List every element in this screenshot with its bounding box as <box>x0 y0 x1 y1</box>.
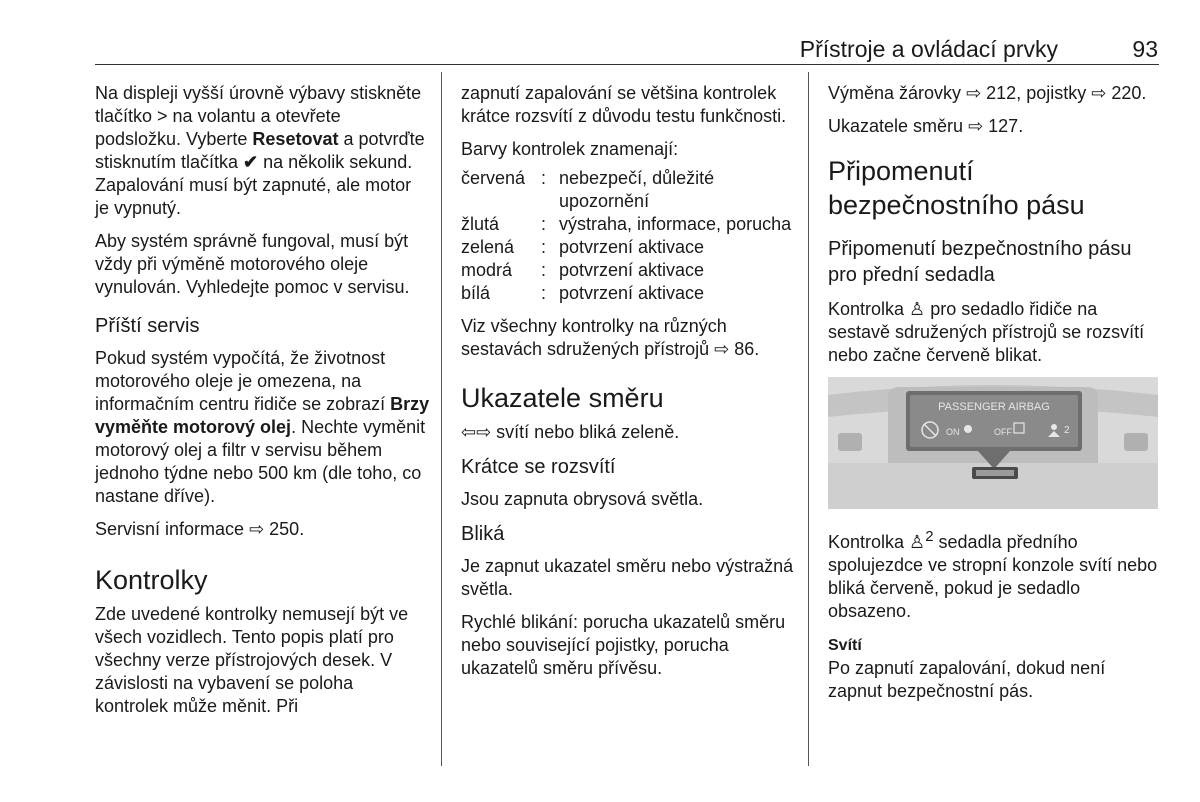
turn-signal-arrows-icon: ⇦⇨ <box>461 422 492 442</box>
paragraph-see-all: Viz všechny kontrolky na různých sestavách sdružených přístrojů ⇨ 86. <box>461 316 760 359</box>
paragraph-oil: Pokud systém vypočítá, že životnost motorového oleje je omezena, na informačním centru řidiče se zobrazí Brzy vyměňte motorový olej. Nechte vyměnit motorový olej a filtr v servisu během jednoho týdne nebo 500 km (dle toho, co nastane dříve). <box>95 348 430 506</box>
page-reference-arrow-icon: ⇨ <box>249 519 265 539</box>
color-legend <box>461 167 796 305</box>
paragraph-reset: Na displeji vyšší úrovně výbavy stiskněte tlačítko > na volantu a otevřete podsložku. Vyberte Resetovat a potvrďte stisknutím tlačítka ✔ na několik sekund. Zapalování musí být zapnuté, ale motor je vypnutý. <box>95 83 425 218</box>
column-1 <box>95 82 430 728</box>
header-title: Přístroje a ovládací prvky <box>799 36 1058 62</box>
right-angle-bracket-icon: > <box>157 106 168 126</box>
legend-row: červená : nebezpečí, důležité upozornění <box>461 168 715 211</box>
heading-kontrolky: Kontrolky <box>95 565 208 595</box>
svg-text:ON: ON <box>946 427 960 437</box>
paragraph-blink: Je zapnut ukazatel směru nebo výstražná světla. <box>461 556 794 599</box>
paragraph-passenger-belt: Kontrolka ♙$^2$ sedadla předního spolujezdce ve stropní konzole svítí nebo bliká červeně, pokud je sedadlo obsazeno. <box>828 528 1158 621</box>
bold-term: Resetovat <box>252 129 339 149</box>
overhead-console-illustration <box>828 377 1158 509</box>
checkmark-icon: ✔ <box>243 152 259 172</box>
page-reference-arrow-icon: ⇨ <box>714 339 730 359</box>
paragraph-lights-on: Po zapnutí zapalování, dokud není zapnut bezpečnostní pás. <box>828 658 1106 701</box>
paragraph-test: zapnutí zapalování se většina kontrolek krátce rozsvítí z důvodu testu funkčnosti. <box>461 83 787 126</box>
legend-row: bílá : potvrzení aktivace <box>461 283 705 303</box>
column-2 <box>461 82 796 690</box>
paragraph-short: Jsou zapnuta obrysová světla. <box>461 489 704 509</box>
svg-text:2: 2 <box>1064 425 1070 436</box>
paragraph-driver-belt: Kontrolka ♙ pro sedadlo řidiče na sestavě sdružených přístrojů se rozsvítí nebo začne červeně blikat. <box>828 299 1145 365</box>
page-reference-arrow-icon: ⇨ <box>968 116 984 136</box>
heading-lights-on: Svítí <box>828 637 862 654</box>
column-3 <box>828 82 1160 713</box>
legend-row: žlutá : výstraha, informace, porucha <box>461 214 792 234</box>
heading-seatbelt-reminder: Připomenutí bezpečnostního pásu <box>828 156 1085 220</box>
page-reference-arrow-icon: ⇨ <box>1091 83 1107 103</box>
legend-row: modrá : potvrzení aktivace <box>461 260 705 280</box>
paragraph-service-info: Servisní informace ⇨ 250. <box>95 519 305 539</box>
passenger-seatbelt-icon: ♙ <box>909 532 926 552</box>
paragraph-fast-blink: Rychlé blikání: porucha ukazatelů směru nebo související pojistky, porucha ukazatelů směru přívěsu. <box>461 612 786 678</box>
paragraph-turn-ref: Ukazatele směru ⇨ 127. <box>828 116 1024 136</box>
page-reference-arrow-icon: ⇨ <box>966 83 982 103</box>
heading-turn-signals: Ukazatele směru <box>461 383 664 413</box>
heading-blink: Bliká <box>461 523 505 545</box>
panel-label: PASSENGER AIRBAG <box>938 401 1050 413</box>
paragraph-bulb: Výměna žárovky ⇨ 212, pojistky ⇨ 220. <box>828 83 1147 103</box>
seatbelt-reminder-icon: ♙ <box>909 299 926 319</box>
column-divider-2 <box>808 72 809 766</box>
heading-next-service: Příští servis <box>95 315 200 337</box>
page-number: 93 <box>1132 36 1158 62</box>
paragraph-kontrolky: Zde uvedené kontrolky nemusejí být ve všech vozidlech. Tento popis platí pro všechny verze přístrojových desek. V závislosti na vybavení se poloha kontrolek může měnit. Při <box>95 604 409 716</box>
paragraph-colors: Barvy kontrolek znamenají: <box>461 139 679 159</box>
paragraph-turn: ⇦⇨ svítí nebo bliká zeleně. <box>461 422 680 442</box>
heading-front-seats: Připomenutí bezpečnostního pásu pro přední sedadla <box>828 238 1132 286</box>
column-divider-1 <box>441 72 442 766</box>
legend-row: zelená : potvrzení aktivace <box>461 237 705 257</box>
passenger-seatbelt-icon <box>1051 424 1057 430</box>
svg-text:OFF: OFF <box>994 427 1012 437</box>
header-rule <box>95 64 1159 65</box>
overhead-console-figure <box>828 377 1158 509</box>
airbag-on-icon <box>964 425 972 433</box>
paragraph-service: Aby systém správně fungoval, musí být vždy při výměně motorového oleje vynulován. Vyhledejte pomoc v servisu. <box>95 231 410 297</box>
heading-short: Krátce se rozsvítí <box>461 456 616 478</box>
bold-message: Brzy vyměňte motorový olej <box>95 394 430 437</box>
